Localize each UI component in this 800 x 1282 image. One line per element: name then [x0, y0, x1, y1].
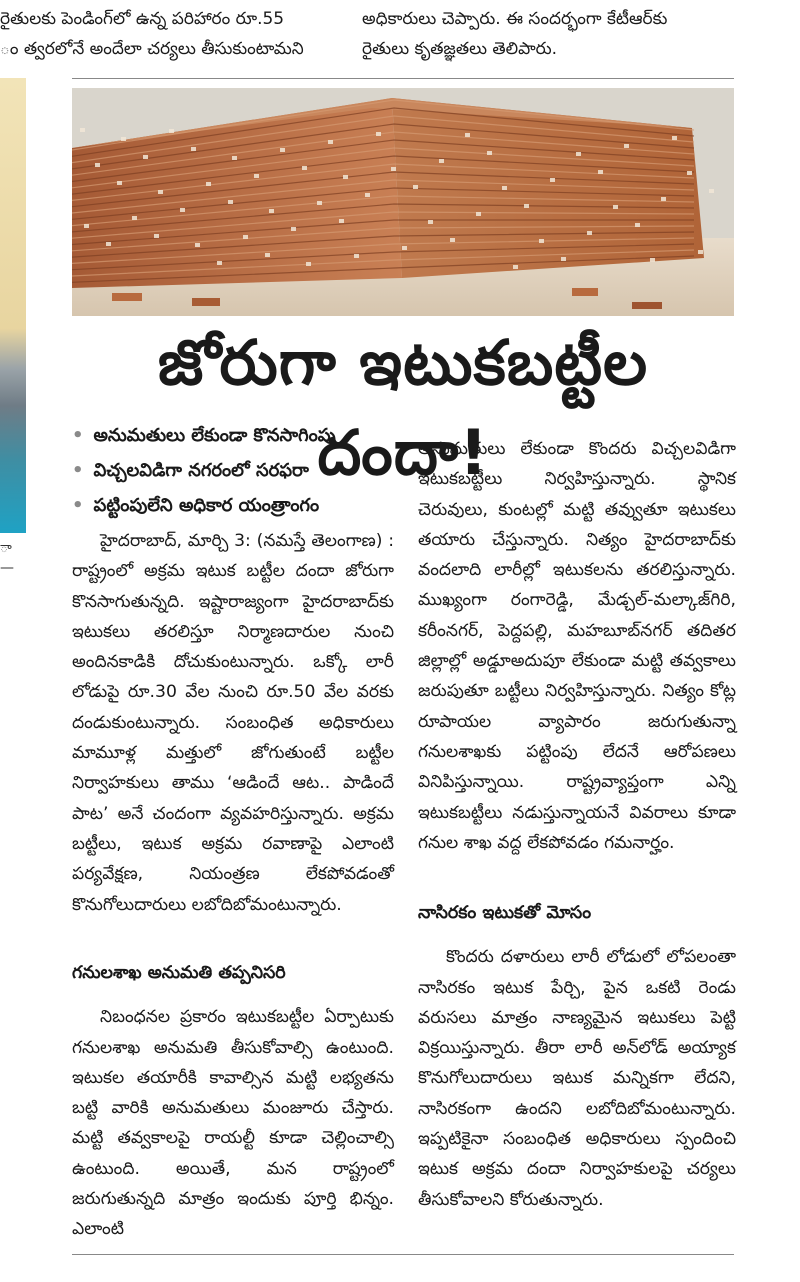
brick-gap: [195, 243, 200, 247]
top-left-continuation-text: రైతులకు పెండింగ్‌లో ఉన్న పరిహారం రూ.55 ం త్వరలోనే అందేలా చర్యలు తీసుకుంటామని: [0, 9, 304, 59]
brick-gap: [317, 201, 322, 205]
adjacent-article-photo-strip: [0, 78, 26, 533]
brick-gap: [84, 224, 89, 228]
brick-gap: [169, 129, 174, 133]
mines-permission-paragraph: నిబంధనల ప్రకారం ఇటుకబట్టీల ఏర్పాటుకు గనులశాఖ అనుమతి తీసుకోవాల్సి ఉంటుంది. ఇటుకల తయారీకి కావాల్సిన మట్టి లభ్యతను బట్టి వారికి అనుమతులు మంజూరు చేస్తారు. మట్టి తవ్వకాలపై రాయల్టీ కూడా చెల్లించాల్సి ఉంటుంది. అయితే, మన రాష్ట్రంలో జరుగుతున్నది మాత్రం ఇందుకు పూర్తి భిన్నం. ఎలాంటి: [72, 1007, 394, 1240]
brick-stack-illustration: [72, 88, 734, 316]
brick-gap: [269, 209, 274, 213]
brick-gap: [698, 250, 703, 254]
brick-gap: [365, 193, 370, 197]
brick-gap: [650, 258, 655, 262]
brick-gap: [624, 144, 629, 148]
brick-gap: [354, 254, 359, 258]
brick-gap: [117, 181, 122, 185]
brick-gap: [302, 166, 307, 170]
brick-gap: [376, 132, 381, 136]
brick-gap: [465, 133, 470, 137]
brick-gap: [576, 152, 581, 156]
brick-gap: [672, 136, 677, 140]
brick-gap: [476, 212, 481, 216]
brick-gap: [561, 257, 566, 261]
brick-gap: [121, 137, 126, 141]
brick-gap: [132, 216, 137, 220]
left-column-lower: [72, 958, 394, 1245]
brick-gap: [217, 261, 222, 265]
subheading-mines-permission: గనులశాఖ అనుమతి తప్పనిసరి: [72, 963, 286, 983]
brick-gap: [587, 231, 592, 235]
brick-gap: [513, 265, 518, 269]
continuation-paragraph: అనుమతులు లేకుండా కొందరు విచ్చలవిడిగా ఇటుకబట్టీలు నిర్వహిస్తున్నారు. స్థానిక చెరువులు, కుంటల్లో మట్టి తవ్వుతూ ఇటుకలు తయారు చేస్తున్నారు. నిత్యం హైదరాబాద్‌కు వందలాది లారీల్లో ఇటుకలను తరలిస్తున్నారు. ముఖ్యంగా రంగారెడ్డి, మేడ్చల్-మల్కాజ్‌గిరి, కరీంనగర్, పెద్దపల్లి, మహబూబ్‌నగర్ తదితర జిల్లాల్లో అడ్డూఅదుపూ లేకుండా మట్టి తవ్వకాలు జరుపుతూ బట్టీలు నిర్వహిస్తున్నారు. నిత్యం కోట్ల రూపాయల వ్యాపారం జరుగుతున్నా గనులశాఖకు పట్టింపు లేదనే ఆరోపణలు వినిపిస్తున్నాయి. రాష్ట్రవ్యాప్తంగా ఎన్ని ఇటుకబట్టీలు నడుస్తున్నాయనే వివరాలు కూడా గనుల శాఖ వద్ద లేకపోవడం గమనార్హం.: [418, 439, 736, 853]
brick-gap: [143, 155, 148, 159]
key-point: • పట్టింపులేని అధికార యంత్రాంగం: [72, 488, 412, 523]
bottom-divider: [72, 1254, 734, 1255]
brick-gap: [550, 178, 555, 182]
brick-gap: [232, 156, 237, 160]
brick-gap: [291, 227, 296, 231]
key-points-list: [72, 418, 412, 523]
brick-gap: [243, 235, 248, 239]
brick-gap: [450, 238, 455, 242]
brick-gap: [413, 185, 418, 189]
top-divider: [72, 78, 734, 79]
brick-gap: [487, 151, 492, 155]
left-column: [72, 526, 394, 920]
brick-gap: [502, 186, 507, 190]
brick-gap: [661, 197, 666, 201]
brick-gap: [106, 242, 111, 246]
brick-gap: [524, 204, 529, 208]
brick-gap: [206, 182, 211, 186]
brick-gap: [709, 189, 714, 193]
brick-gap: [228, 200, 233, 204]
brick-gap: [80, 128, 85, 132]
brick-gap: [428, 220, 433, 224]
key-point: • అనుమతులు లేకుండా కొనసాగింపు: [72, 418, 412, 453]
brick-gap: [687, 171, 692, 175]
brick-gap: [328, 140, 333, 144]
brick-gap: [180, 208, 185, 212]
brick-kiln-photo: [72, 88, 734, 316]
adjacent-article-fragment-dash: —: [0, 560, 14, 576]
top-right-continuation-text: అధికారులు చెప్పారు. ఈ సందర్భంగా కేటీఆర్‌కు రైతులు కృతజ్ఞతలు తెలిపారు.: [362, 9, 668, 59]
brick-gap: [439, 159, 444, 163]
brick-gap: [158, 190, 163, 194]
subheading-substandard-bricks: నాసిరకం ఇటుకతో మోసం: [418, 903, 592, 923]
headline: జోరుగా ఇటుకబట్టీల దందా!: [157, 326, 649, 489]
adjacent-article-fragment: ా: [0, 540, 12, 556]
brick-gap: [265, 253, 270, 257]
brick-gap: [339, 219, 344, 223]
right-column-lower: [418, 898, 736, 1215]
substandard-bricks-paragraph: కొందరు దళారులు లారీ లోడులో లోపలంతా నాసిరకం ఇటుక పేర్చి, పైన ఒకటి రెండు వరుసలు మాత్రం నాణ్యమైన ఇటుకలు పెట్టి విక్రయిస్తున్నారు. తీరా లారీ అన్‌లోడ్ అయ్యాక కొనుగోలుదారులు ఇటుక మన్నికగా లేదని, నాసిరకంగా ఉందని లబోదిబోమంటున్నారు. ఇప్పటికైనా సంబంధిత అధికారులు స్పందించి ఇటుక అక్రమ దందా నిర్వాహకులపై చర్యలు తీసుకోవాలని కోరుతున్నారు.: [418, 947, 736, 1210]
brick-gap: [154, 234, 159, 238]
brick-gap: [254, 174, 259, 178]
brick-gap: [402, 246, 407, 250]
brick-gap: [280, 148, 285, 152]
right-column: [418, 434, 736, 858]
brick-gap: [343, 175, 348, 179]
brick-gap: [95, 163, 100, 167]
brick-gap: [613, 205, 618, 209]
brick-gap: [598, 170, 603, 174]
brick-gap: [635, 223, 640, 227]
key-point: • విచ్చలవిడిగా నగరంలో సరఫరా: [72, 453, 412, 488]
brick-gap: [391, 167, 396, 171]
brick-gap: [191, 147, 196, 151]
brick-gap: [306, 262, 311, 266]
brick-gap: [539, 239, 544, 243]
intro-paragraph: హైదరాబాద్, మార్చి 3: (నమస్తే తెలంగాణ) : రాష్ట్రంలో అక్రమ ఇటుక బట్టీల దందా జోరుగా కొనసాగుతున్నది. ఇష్టారాజ్యంగా హైదరాబాద్‌కు ఇటుకలు తరలిస్తూ నిర్మాణదారుల నుంచి అందినకాడికి దోచుకుంటున్నారు. ఒక్కో లారీ లోడుపై రూ.30 వేల నుంచి రూ.50 వేల వరకు దండుకుంటున్నారు. సంబంధిత అధికారులు మామూళ్ల మత్తులో జోగుతుంటే బట్టీల నిర్వాహకులు తాము ‘ఆడిందే ఆట.. పాడిందే పాట’ అనే చందంగా వ్యవహరిస్తున్నారు. అక్రమ బట్టీలు, ఇటుక అక్రమ రవాణాపై ఎలాంటి పర్యవేక్షణ, నియంత్రణ లేకపోవడంతో కొనుగోలుదారులు లబోదిబోమంటున్నారు.: [72, 531, 394, 915]
